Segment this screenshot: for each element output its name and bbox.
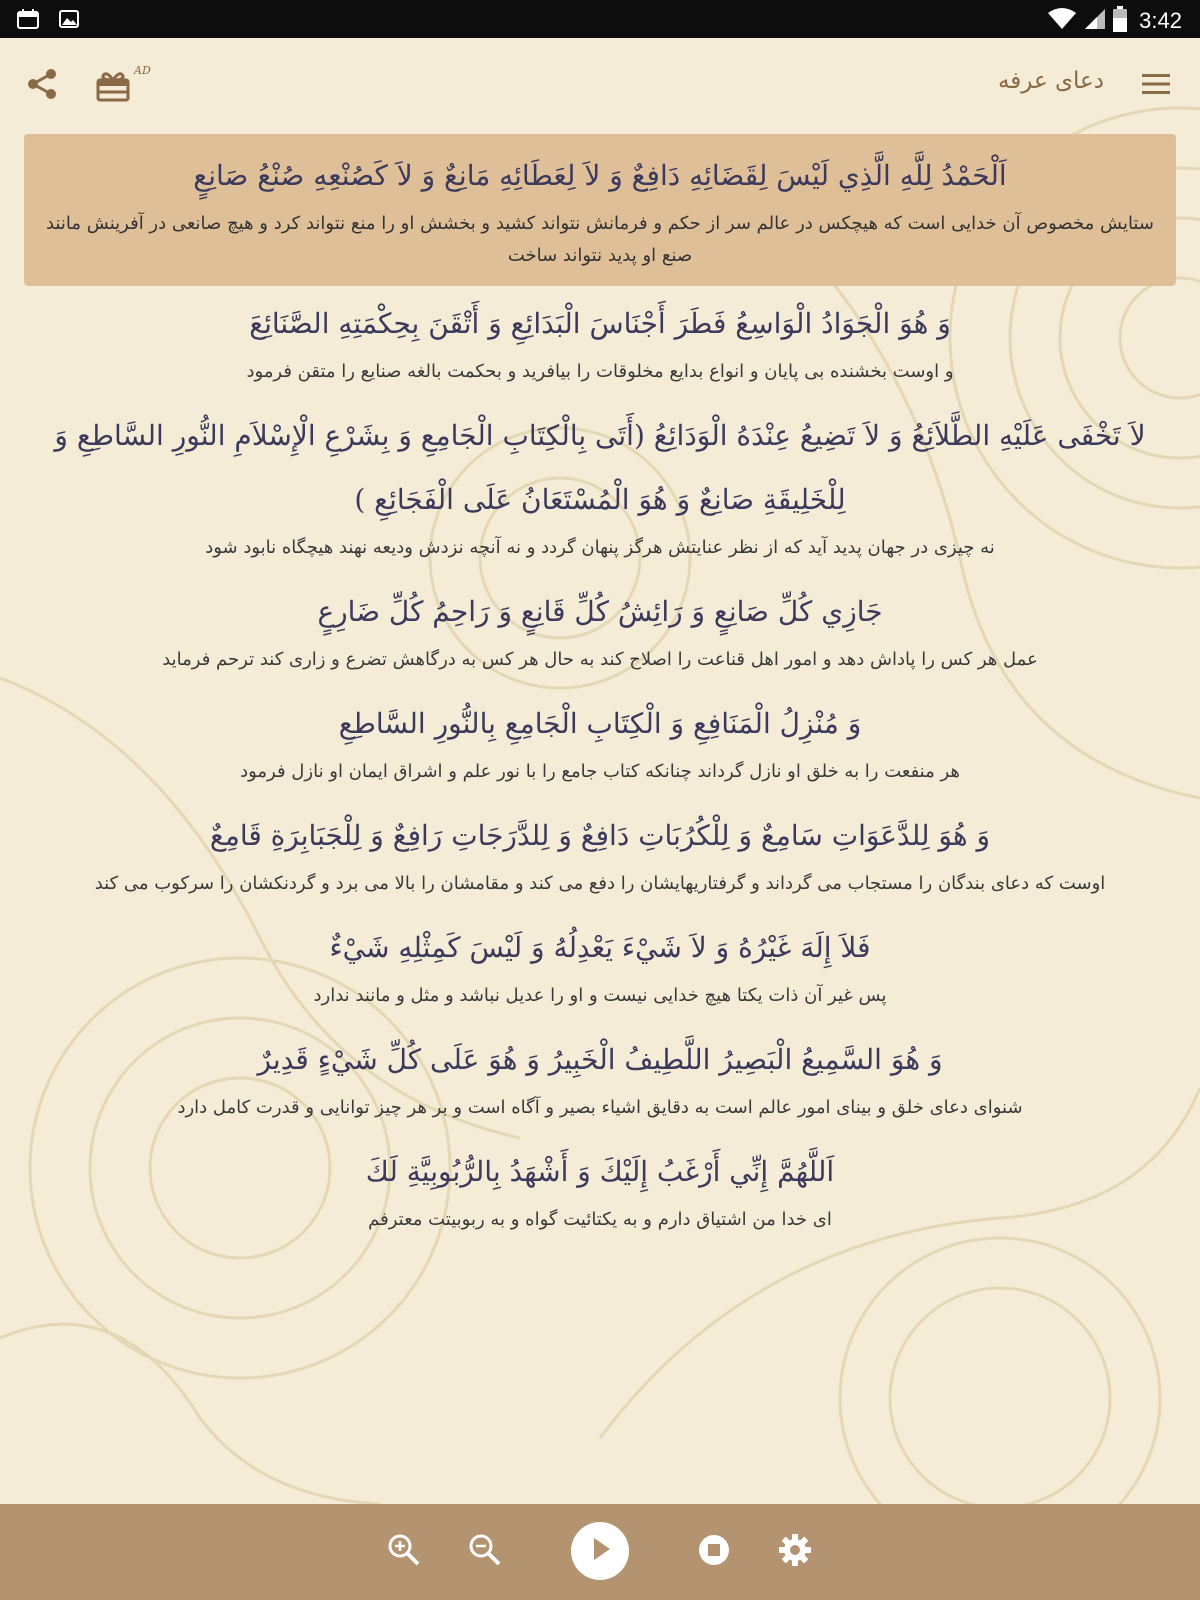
- verse-item[interactable]: [24, 692, 1176, 788]
- signal-icon: [1083, 7, 1107, 35]
- gift-icon: [96, 70, 130, 106]
- verse-translation: شنوای دعای خلق و بینای امور عالم است به دقایق اشیاء بصیر و آگاه است و بر هر چیز توانایی و قدرت کامل دارد: [177, 1097, 1023, 1118]
- verse-translation: ای خدا من اشتیاق دارم و به یکتائیت گواه و به ربوبیتت معترفم: [368, 1209, 832, 1230]
- stop-button[interactable]: [690, 1528, 738, 1576]
- page-title: دعای عرفه: [997, 68, 1104, 94]
- verse-item[interactable]: [24, 404, 1176, 564]
- verse-translation: عمل هر کس را پاداش دهد و امور اهل قناعت را اصلاح کند به حال هر کس به درگاهش تضرع و زاری کند ترحم فرماید: [162, 649, 1038, 670]
- share-button[interactable]: [22, 66, 62, 106]
- menu-button[interactable]: [1138, 68, 1174, 104]
- verse-item[interactable]: [24, 580, 1176, 676]
- zoom-out-icon: [468, 1533, 502, 1571]
- menu-icon: [1141, 72, 1171, 100]
- prayer-content: [24, 134, 1176, 1236]
- ad-label: AD: [134, 64, 151, 77]
- settings-button[interactable]: [771, 1528, 819, 1576]
- verse-translation: نه چیزی در جهان پدید آید که از نظر عنایتش هرگز پنهان گردد و نه آنچه نزدش ودیعه نهند هیچگاه نابود شود: [205, 537, 995, 558]
- ad-gift-button[interactable]: [96, 64, 156, 108]
- wifi-icon: [1047, 7, 1077, 35]
- verse-item[interactable]: [24, 1140, 1176, 1236]
- status-time: 3:42: [1139, 8, 1182, 33]
- verse-arabic: فَلاَ إِلَهَ غَيْرُهُ وَ لاَ شَيْءَ يَعْدِلُهُ وَ لَيْسَ كَمِثْلِهِ شَيْءٌ: [329, 931, 871, 964]
- verse-translation: و اوست بخشنده بی پایان و انواع بدایع مخلوقات را بیافرید و بحکمت بالغه صنایع را متقن فرمود: [246, 361, 954, 382]
- battery-icon: [1113, 6, 1127, 36]
- play-icon: [585, 1534, 615, 1568]
- verse-translation: ستایش مخصوص آن خدایی است که هیچکس در عالم سر از حکم و فرمانش نتواند کشید و بخشش او را منع نتواند کرد و هیچ صانعی در آفرینش مانند صنع او پدید نتواند ساخت: [46, 213, 1154, 266]
- status-bar: [0, 0, 1200, 38]
- zoom-out-button[interactable]: [461, 1528, 509, 1576]
- verse-translation: پس غیر آن ذات یکتا هیچ خدایی نیست و او را عدیل نباشد و مثل و مانند ندارد: [313, 985, 887, 1006]
- verse-arabic: وَ هُوَ السَّمِيعُ الْبَصِيرُ اللَّطِيفُ الْخَبِيرُ وَ هُوَ عَلَى كُلِّ شَيْءٍ قَدِيرٌ: [257, 1043, 943, 1076]
- zoom-in-icon: [387, 1533, 421, 1571]
- stop-icon: [698, 1534, 730, 1570]
- verse-arabic: وَ هُوَ الْجَوَادُ الْوَاسِعُ فَطَرَ أَجْنَاسَ الْبَدَائِعِ وَ أَتْقَنَ بِحِكْمَتِهِ الصَّنَائِعَ: [249, 307, 951, 340]
- playback-toolbar: [0, 1504, 1200, 1600]
- share-icon: [25, 67, 59, 105]
- verse-translation: هر منفعت را به خلق او نازل گرداند چنانکه کتاب جامع را با نور علم و اشراق ایمان او نازل فرمود: [240, 761, 960, 782]
- verse-item[interactable]: [24, 916, 1176, 1012]
- verse-arabic: لاَ تَخْفَى عَلَيْهِ الطَّلاَئِعُ وَ لاَ تَضِيعُ عِنْدَهُ الْوَدَائِعُ (أَتَى بِالْكِتَابِ الْجَامِعِ وَ بِشَرْعِ الْإِسْلاَمِ النُّورِ السَّاطِعِ وَ لِلْخَلِيقَةِ صَانِعٌ وَ هُوَ الْمُسْتَعَانُ عَلَى الْفَجَائِعِ ): [54, 419, 1146, 516]
- verse-translation: اوست که دعای بندگان را مستجاب می گرداند و گرفتاریهایشان را دفع می کند و مقامشان را بالا می برد و گردنکشان را سرکوب می کند: [94, 873, 1106, 894]
- play-button[interactable]: [571, 1522, 629, 1580]
- settings-icon: [778, 1533, 812, 1571]
- verse-arabic: جَازِي كُلِّ صَانِعٍ وَ رَائِشُ كُلِّ قَانِعٍ وَ رَاحِمُ كُلِّ ضَارِعٍ: [317, 595, 883, 628]
- verse-item[interactable]: [24, 292, 1176, 388]
- verse-item[interactable]: [24, 804, 1176, 900]
- calendar-icon: [16, 8, 40, 34]
- verse-arabic: اَلْحَمْدُ لِلَّهِ الَّذِي لَيْسَ لِقَضَائِهِ دَافِعٌ وَ لاَ لِعَطَائِهِ مَانِعٌ وَ لاَ كَصُنْعِهِ صُنْعُ صَانِعٍ: [193, 159, 1007, 192]
- zoom-in-button[interactable]: [380, 1528, 428, 1576]
- verse-arabic: اَللَّهُمَّ إِنِّي أَرْغَبُ إِلَيْكَ وَ أَشْهَدُ بِالرُّبُوبِيَّةِ لَكَ: [365, 1155, 835, 1188]
- verse-arabic: وَ هُوَ لِلدَّعَوَاتِ سَامِعٌ وَ لِلْكُرُبَاتِ دَافِعٌ وَ لِلدَّرَجَاتِ رَافِعٌ وَ لِلْجَبَابِرَةِ قَامِعٌ: [209, 819, 991, 852]
- verse-arabic: وَ مُنْزِلُ الْمَنَافِعِ وَ الْكِتَابِ الْجَامِعِ بِالنُّورِ السَّاطِعِ: [338, 707, 862, 740]
- verse-item[interactable]: [24, 1028, 1176, 1124]
- verse-item-current[interactable]: [24, 134, 1176, 286]
- image-icon: [58, 8, 80, 34]
- app-bar: [0, 38, 1200, 134]
